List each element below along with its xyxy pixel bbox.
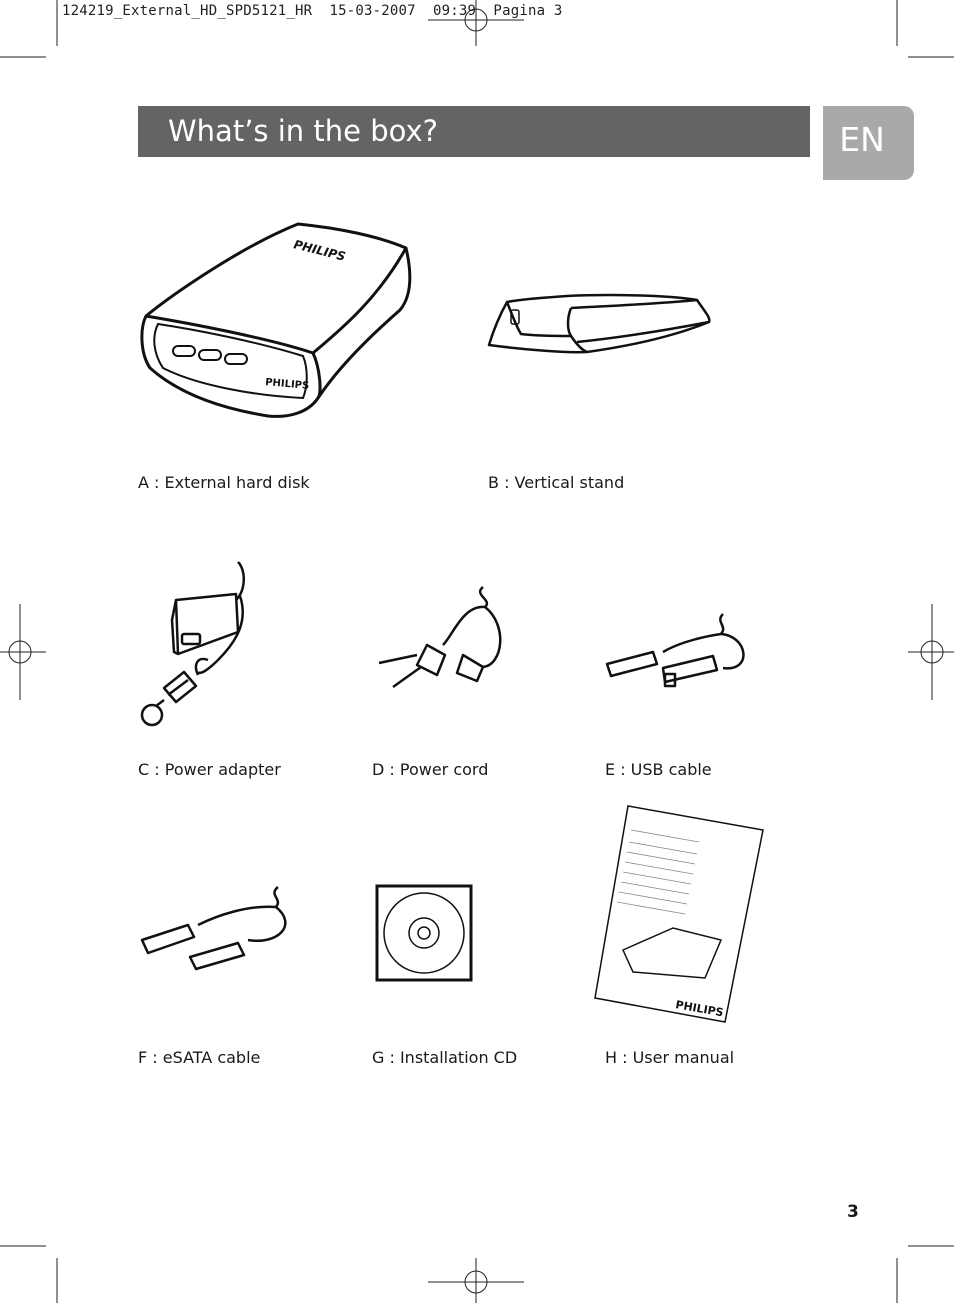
- print-slug-line: 124219_External_HD_SPD5121_HR 15-03-2007 09:39 Pagina 3: [62, 3, 563, 19]
- caption-a: A : External hard disk: [138, 473, 310, 492]
- external-hard-disk-illustration: [138, 218, 423, 428]
- caption-e: E : USB cable: [605, 760, 712, 779]
- language-tab-label: EN: [839, 120, 885, 159]
- page-title: What’s in the box?: [168, 114, 439, 148]
- manual-brand-logo: PHILIPS: [674, 998, 725, 1020]
- caption-g: G : Installation CD: [372, 1048, 518, 1067]
- brand-logo-front: PHILIPS: [264, 377, 310, 392]
- power-adapter-illustration: [138, 560, 263, 730]
- caption-b: B : Vertical stand: [488, 473, 625, 492]
- usb-cable-illustration: [603, 612, 753, 692]
- caption-f: F : eSATA cable: [138, 1048, 261, 1067]
- page-number: 3: [847, 1202, 859, 1222]
- user-manual-illustration: [593, 800, 768, 1028]
- brand-logo-top: PHILIPS: [292, 237, 347, 264]
- language-tab: [823, 106, 914, 180]
- caption-c: C : Power adapter: [138, 760, 281, 779]
- caption-d: D : Power cord: [372, 760, 489, 779]
- vertical-stand-illustration: [487, 290, 717, 360]
- installation-cd-illustration: [373, 883, 475, 983]
- title-bar: [138, 106, 810, 157]
- esata-cable-illustration: [138, 885, 298, 975]
- caption-h: H : User manual: [605, 1048, 735, 1067]
- power-cord-illustration: [373, 585, 513, 695]
